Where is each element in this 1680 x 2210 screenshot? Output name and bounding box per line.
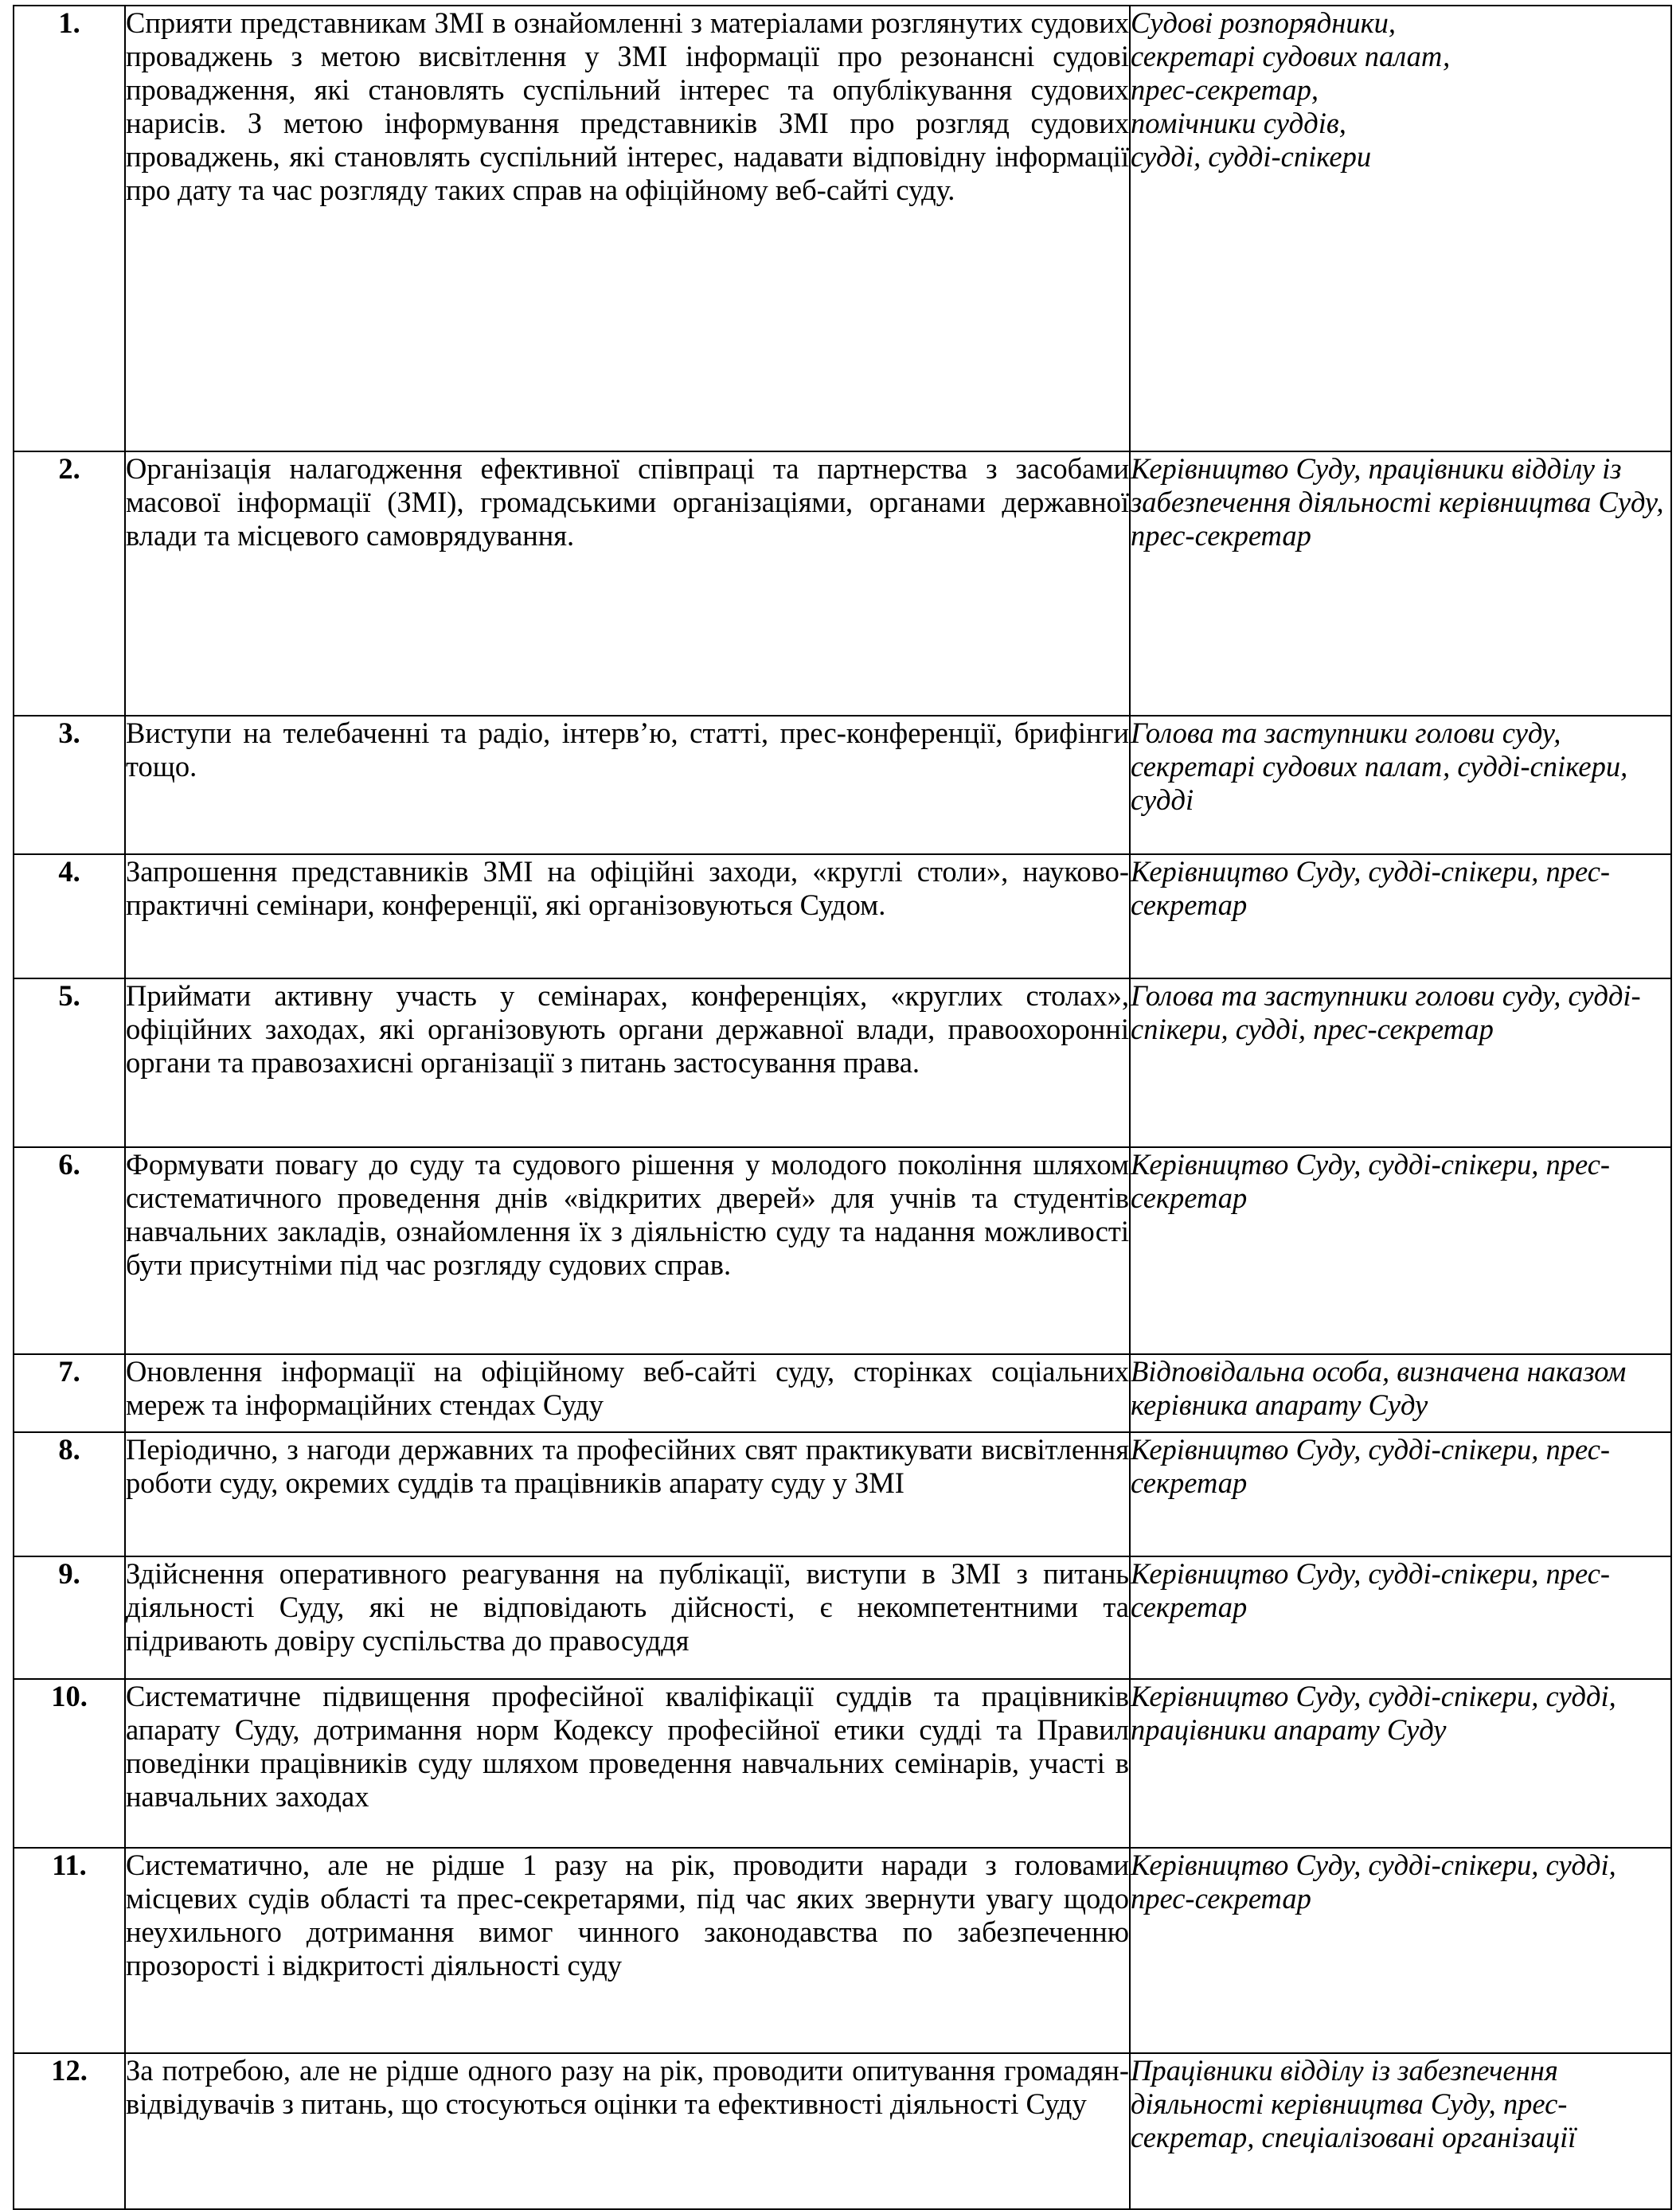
task-description: Оновлення інформації на офіційному веб-сайті суду, сторінках соціальних мереж та інформаційних стендах Суду [125, 1354, 1130, 1432]
task-description: Виступи на телебаченні та радіо, інтерв’ю, статті, прес-конференції, брифінги тощо. [125, 716, 1130, 854]
task-description: Формувати повагу до суду та судового рішення у молодого покоління шляхом систематичного проведення днів «відкритих дверей» для учнів та студентів навчальних закладів, ознайомлення їх з діяльністю суду та надання можливості бути присутніми під час розгляду судових справ. [125, 1147, 1130, 1354]
table-row [14, 716, 1671, 854]
task-description: Систематично, але не рідше 1 разу на рік, проводити наради з головами місцевих судів області та прес-секретарями, під час яких звернути увагу щодо неухильного дотримання вимог чинного законодавства по забезпеченню прозорості і відкритості діяльності суду [125, 1848, 1130, 2053]
row-number: 5. [14, 978, 125, 1147]
table-row [14, 2053, 1671, 2209]
responsible-persons: Голова та заступники голови суду, секретарі судових палат, судді-спікери, судді [1130, 716, 1671, 854]
responsible-line: помічники суддів, [1131, 107, 1346, 139]
task-description: Здійснення оперативного реагування на публікації, виступи в ЗМІ з питань діяльності Суду, які не відповідають дійсності, є некомпетентними та підривають довіру суспільства до правосуддя [125, 1556, 1130, 1679]
row-number: 3. [14, 716, 125, 854]
row-number: 12. [14, 2053, 125, 2209]
table-row [14, 1354, 1671, 1432]
row-number: 2. [14, 451, 125, 716]
measures-table [13, 5, 1672, 2210]
responsible-line: судді, судді-спікери [1131, 140, 1372, 173]
task-description: Сприяти представникам ЗМІ в ознайомленні з матеріалами розглянутих судових проваджень з метою висвітлення у ЗМІ інформації про резонансні судові провадження, які становлять суспільний інтерес та опублікування судових нарисів. З метою інформування представників ЗМІ про розгляд судових проваджень, які становлять суспільний інтерес, надавати відповідну інформації про дату та час розгляду таких справ на офіційному веб-сайті суду. [125, 6, 1130, 451]
measures-table-body [14, 6, 1671, 2209]
task-description: Приймати активну участь у семінарах, конференціях, «круглих столах», офіційних заходах, які організовують органи державної влади, правоохоронні органи та правозахисні організації з питань застосування права. [125, 978, 1130, 1147]
responsible-line: Судові розпорядники, [1131, 6, 1397, 39]
row-number: 8. [14, 1432, 125, 1556]
table-row [14, 854, 1671, 978]
responsible-persons: Керівництво Суду, судді-спікери, прес-секретар [1130, 1432, 1671, 1556]
table-row [14, 6, 1671, 451]
row-number: 1. [14, 6, 125, 451]
table-row [14, 1432, 1671, 1556]
responsible-persons [1130, 6, 1671, 451]
task-description: Систематичне підвищення професійної кваліфікації суддів та працівників апарату Суду, дотримання норм Кодексу професійної етики судді та Правил поведінки працівників суду шляхом проведення навчальних семінарів, участі в навчальних заходах [125, 1679, 1130, 1848]
responsible-persons: Голова та заступники голови суду, судді-спікери, судді, прес-секретар [1130, 978, 1671, 1147]
table-row [14, 978, 1671, 1147]
row-number: 6. [14, 1147, 125, 1354]
task-description: За потребою, але не рідше одного разу на рік, проводити опитування громадян-відвідувачів з питань, що стосуються оцінки та ефективності діяльності Суду [125, 2053, 1130, 2209]
row-number: 4. [14, 854, 125, 978]
row-number: 7. [14, 1354, 125, 1432]
responsible-persons: Керівництво Суду, судді-спікери, прес-секретар [1130, 1147, 1671, 1354]
task-description: Організація налагодження ефективної співпраці та партнерства з засобами масової інформації (ЗМІ), громадськими організаціями, органами державної влади та місцевого самоврядування. [125, 451, 1130, 716]
table-row [14, 1848, 1671, 2053]
table-row [14, 1556, 1671, 1679]
responsible-line: прес-секретар, [1131, 73, 1319, 106]
table-row [14, 451, 1671, 716]
responsible-line: секретарі судових палат, [1131, 40, 1451, 72]
table-row [14, 1147, 1671, 1354]
responsible-persons: Керівництво Суду, судді-спікери, прес-секретар [1130, 854, 1671, 978]
responsible-persons: Керівництво Суду, судді-спікери, прес-секретар [1130, 1556, 1671, 1679]
responsible-persons: Керівництво Суду, судді-спікери, судді, працівники апарату Суду [1130, 1679, 1671, 1848]
task-description: Періодично, з нагоди державних та професійних свят практикувати висвітлення роботи суду, окремих суддів та працівників апарату суду у ЗМІ [125, 1432, 1130, 1556]
row-number: 11. [14, 1848, 125, 2053]
responsible-persons: Працівники відділу із забезпечення діяльності керівництва Суду, прес-секретар, спеціалізовані організації [1130, 2053, 1671, 2209]
table-row [14, 1679, 1671, 1848]
responsible-persons: Відповідальна особа, визначена наказом керівника апарату Суду [1130, 1354, 1671, 1432]
task-description: Запрошення представників ЗМІ на офіційні заходи, «круглі столи», науково-практичні семінари, конференції, які організовуються Судом. [125, 854, 1130, 978]
row-number: 9. [14, 1556, 125, 1679]
row-number: 10. [14, 1679, 125, 1848]
responsible-persons: Керівництво Суду, працівники відділу із забезпечення діяльності керівництва Суду, прес-секретар [1130, 451, 1671, 716]
responsible-persons: Керівництво Суду, судді-спікери, судді, прес-секретар [1130, 1848, 1671, 2053]
